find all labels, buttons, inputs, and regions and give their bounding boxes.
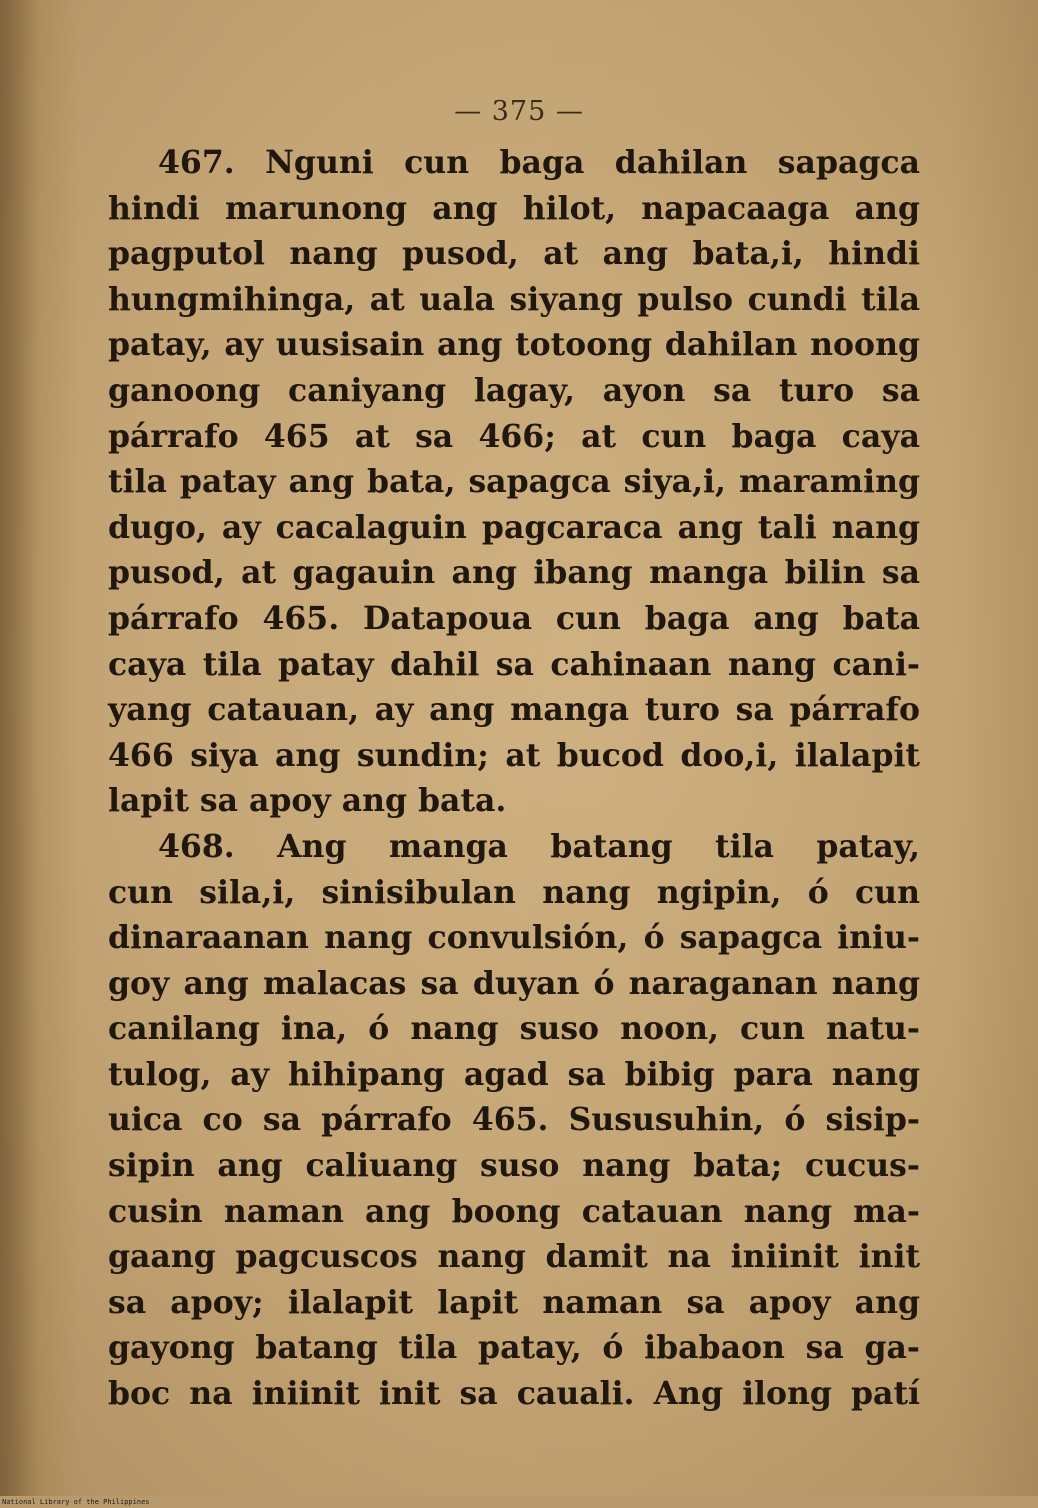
text-line-24: cusin naman ang boong catauan nang ma- [108, 1192, 920, 1230]
text-line-3: pagputol nang pusod, at ang bata,i, hindi [108, 235, 920, 273]
text-line-2: hindi marunong ang hilot, napacaaga ang [108, 189, 920, 227]
text-line-20: canilang ina, ó nang suso noon, cun natu- [108, 1010, 920, 1048]
text-line-16: 468. Ang manga batang tila patay, [158, 827, 920, 865]
library-credit: National Library of the Philippines [2, 1498, 150, 1506]
text-line-22: uica co sa párrafo 465. Sususuhin, ó sisip- [108, 1101, 920, 1139]
text-line-11: párrafo 465. Datapoua cun baga ang bata [108, 599, 920, 637]
text-line-1: 467. Nguni cun baga dahilan sapagca [158, 144, 920, 181]
text-line-18: dinaraanan nang convulsión, ó sapagca iniu- [108, 919, 920, 957]
text-line-12: caya tila patay dahil sa cahinaan nang cani- [108, 645, 920, 683]
text-line-5: patay, ay uusisain ang totoong dahilan noong [108, 326, 920, 364]
page-number: — 375 — [454, 96, 584, 127]
text-line-13: yang catauan, ay ang manga turo sa párrafo [108, 691, 920, 729]
text-line-10: pusod, at gagauin ang ibang manga bilin sa [108, 554, 920, 592]
text-line-4: hungmihinga, at uala siyang pulso cundi tila [108, 280, 920, 318]
text-line-9: dugo, ay cacalaguin pagcaraca ang tali nang [108, 508, 920, 546]
text-line-7: párrafo 465 at sa 466; at cun baga caya [108, 417, 920, 455]
text-line-14: 466 siya ang sundin; at bucod doo,i, ilalapit [108, 736, 920, 774]
text-line-8: tila patay ang bata, sapagca siya,i, maraming [108, 463, 920, 501]
text-line-15: lapit sa apoy ang bata. [108, 782, 507, 820]
text-line-28: boc na iniinit init sa cauali. Ang ilong patí [108, 1375, 920, 1413]
page-binding-shadow [0, 0, 40, 1496]
text-line-19: goy ang malacas sa duyan ó naraganan nang [108, 964, 920, 1002]
text-line-6: ganoong caniyang lagay, ayon sa turo sa [108, 371, 920, 409]
body-text [108, 140, 920, 1417]
text-line-17: cun sila,i, sinisibulan nang ngipin, ó cun [108, 873, 920, 911]
text-line-26: sa apoy; ilalapit lapit naman sa apoy ang [108, 1283, 920, 1321]
text-line-27: gayong batang tila patay, ó ibabaon sa ga- [108, 1329, 920, 1367]
text-line-21: tulog, ay hihipang agad sa bibig para nang [108, 1055, 920, 1093]
text-line-25: gaang pagcuscos nang damit na iniinit init [108, 1238, 920, 1276]
text-line-23: sipin ang caliuang suso nang bata; cucus- [108, 1147, 920, 1185]
